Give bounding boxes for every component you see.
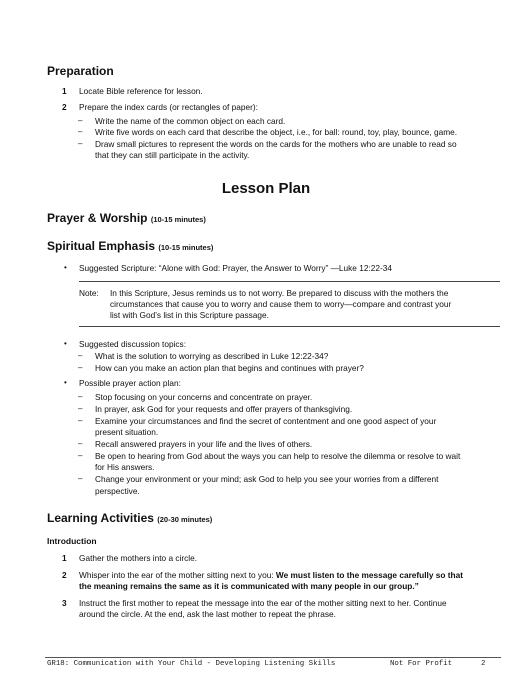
prayer-plan-label: Possible prayer action plan: — [79, 378, 181, 388]
learning-activities-heading — [47, 511, 212, 527]
prayer-plan-item-continued: for His answers. — [95, 462, 155, 472]
intro-item-2-line-1 — [79, 570, 463, 581]
prep-item-2-number: 2 — [62, 102, 67, 112]
bullet-marker: • — [64, 263, 67, 272]
prayer-plan-item-continued: present situation. — [95, 427, 159, 437]
dash-marker: – — [78, 404, 83, 413]
lesson-plan-title: Lesson Plan — [221, 180, 311, 197]
prayer-plan-item: Recall answered prayers in your life and the lives of others. — [95, 439, 313, 449]
spiritual-heading-text: Spiritual Emphasis — [47, 239, 156, 253]
note-top-rule — [79, 281, 500, 282]
footer-not-for-profit: Not For Profit — [390, 660, 453, 668]
dash-marker: – — [78, 351, 83, 360]
prep-item-2-text: Prepare the index cards (or rectangles of paper): — [79, 102, 258, 112]
prayer-plan-item: Stop focusing on your concerns and concentrate on prayer. — [95, 392, 313, 402]
preparation-heading: Preparation — [47, 64, 114, 78]
prayer-plan-item: Be open to hearing from God about the ways you can help to resolve the dilemma or resolve to wait — [95, 451, 461, 461]
note-label: Note: — [79, 288, 99, 298]
prayer-time: (10-15 minutes) — [150, 215, 206, 224]
learning-heading-text: Learning Activities — [47, 511, 154, 525]
learning-time: (20-30 minutes) — [157, 515, 213, 524]
intro-item-2-line-2: the meaning remains the same as it is communicated with many people in our group.” — [79, 581, 419, 591]
note-bottom-rule — [79, 326, 500, 327]
discussion-topic: How can you make an action plan that begins and continues with prayer? — [95, 363, 364, 373]
bullet-marker: • — [64, 378, 67, 387]
note-line: In this Scripture, Jesus reminds us to not worry. Be prepared to discuss with the mothers the — [110, 288, 449, 298]
intro-item-2-number: 2 — [62, 570, 67, 580]
intro-item-1-number: 1 — [62, 553, 67, 563]
intro-item-2-plain: Whisper into the ear of the mother sitting next to you: — [79, 570, 276, 580]
intro-item-3-line-2: around the circle. At the end, ask the last mother to repeat the phrase. — [79, 609, 336, 619]
discussion-topics-label: Suggested discussion topics: — [79, 339, 187, 349]
prayer-plan-item-continued: perspective. — [95, 486, 140, 496]
prep-subitem: Write five words on each card that describe the object, i.e., for ball: round, toy, play, bounce, game. — [95, 127, 458, 137]
spiritual-time: (10-15 minutes) — [158, 243, 214, 252]
discussion-topic: What is the solution to worrying as described in Luke 12:22-34? — [95, 351, 329, 361]
note-line: list with God’s list in this Scripture passage. — [110, 310, 269, 320]
note-line: circumstances that cause you to worry and cause them to worry—compare and contrast your — [110, 299, 452, 309]
prayer-plan-item: Change your environment or your mind; ask God to help you see your worries from a different — [95, 474, 439, 484]
dash-marker: – — [78, 416, 83, 425]
prep-subitem-continued: that they can still participate in the activity. — [95, 150, 250, 160]
intro-item-3-line-1: Instruct the first mother to repeat the message into the ear of the mother sitting next to her. Continue — [79, 598, 447, 608]
footer-title: GR18: Communication with Your Child - Developing Listening Skills — [47, 660, 336, 668]
prayer-worship-heading — [47, 211, 206, 227]
prep-item-1-text: Locate Bible reference for lesson. — [79, 86, 203, 96]
dash-marker: – — [78, 474, 83, 483]
suggested-scripture: Suggested Scripture: “Alone with God: Prayer, the Answer to Worry” —Luke 12:22-34 — [79, 263, 392, 273]
spiritual-emphasis-heading — [47, 239, 213, 255]
dash-marker: – — [78, 127, 83, 136]
prayer-plan-item: Examine your circumstances and find the secret of contentment and one good aspect of your — [95, 416, 437, 426]
footer-rule — [45, 657, 501, 658]
introduction-heading: Introduction — [47, 536, 97, 546]
prep-subitem: Write the name of the common object on each card. — [95, 116, 286, 126]
intro-item-2-bold: We must listen to the message carefully so that — [275, 570, 463, 580]
dash-marker: – — [78, 451, 83, 460]
intro-item-1-text: Gather the mothers into a circle. — [79, 553, 198, 563]
prayer-heading-text: Prayer & Worship — [47, 211, 148, 225]
prep-item-1-number: 1 — [62, 86, 67, 96]
bullet-marker: • — [64, 339, 67, 348]
dash-marker: – — [78, 439, 83, 448]
dash-marker: – — [78, 139, 83, 148]
footer-page-number: 2 — [481, 660, 486, 668]
prayer-plan-item: In prayer, ask God for your requests and offer prayers of thanksgiving. — [95, 404, 353, 414]
prep-subitem: Draw small pictures to represent the words on the cards for the mothers who are unable to read so — [95, 139, 457, 149]
dash-marker: – — [78, 116, 83, 125]
intro-item-3-number: 3 — [62, 598, 67, 608]
dash-marker: – — [78, 363, 83, 372]
dash-marker: – — [78, 392, 83, 401]
